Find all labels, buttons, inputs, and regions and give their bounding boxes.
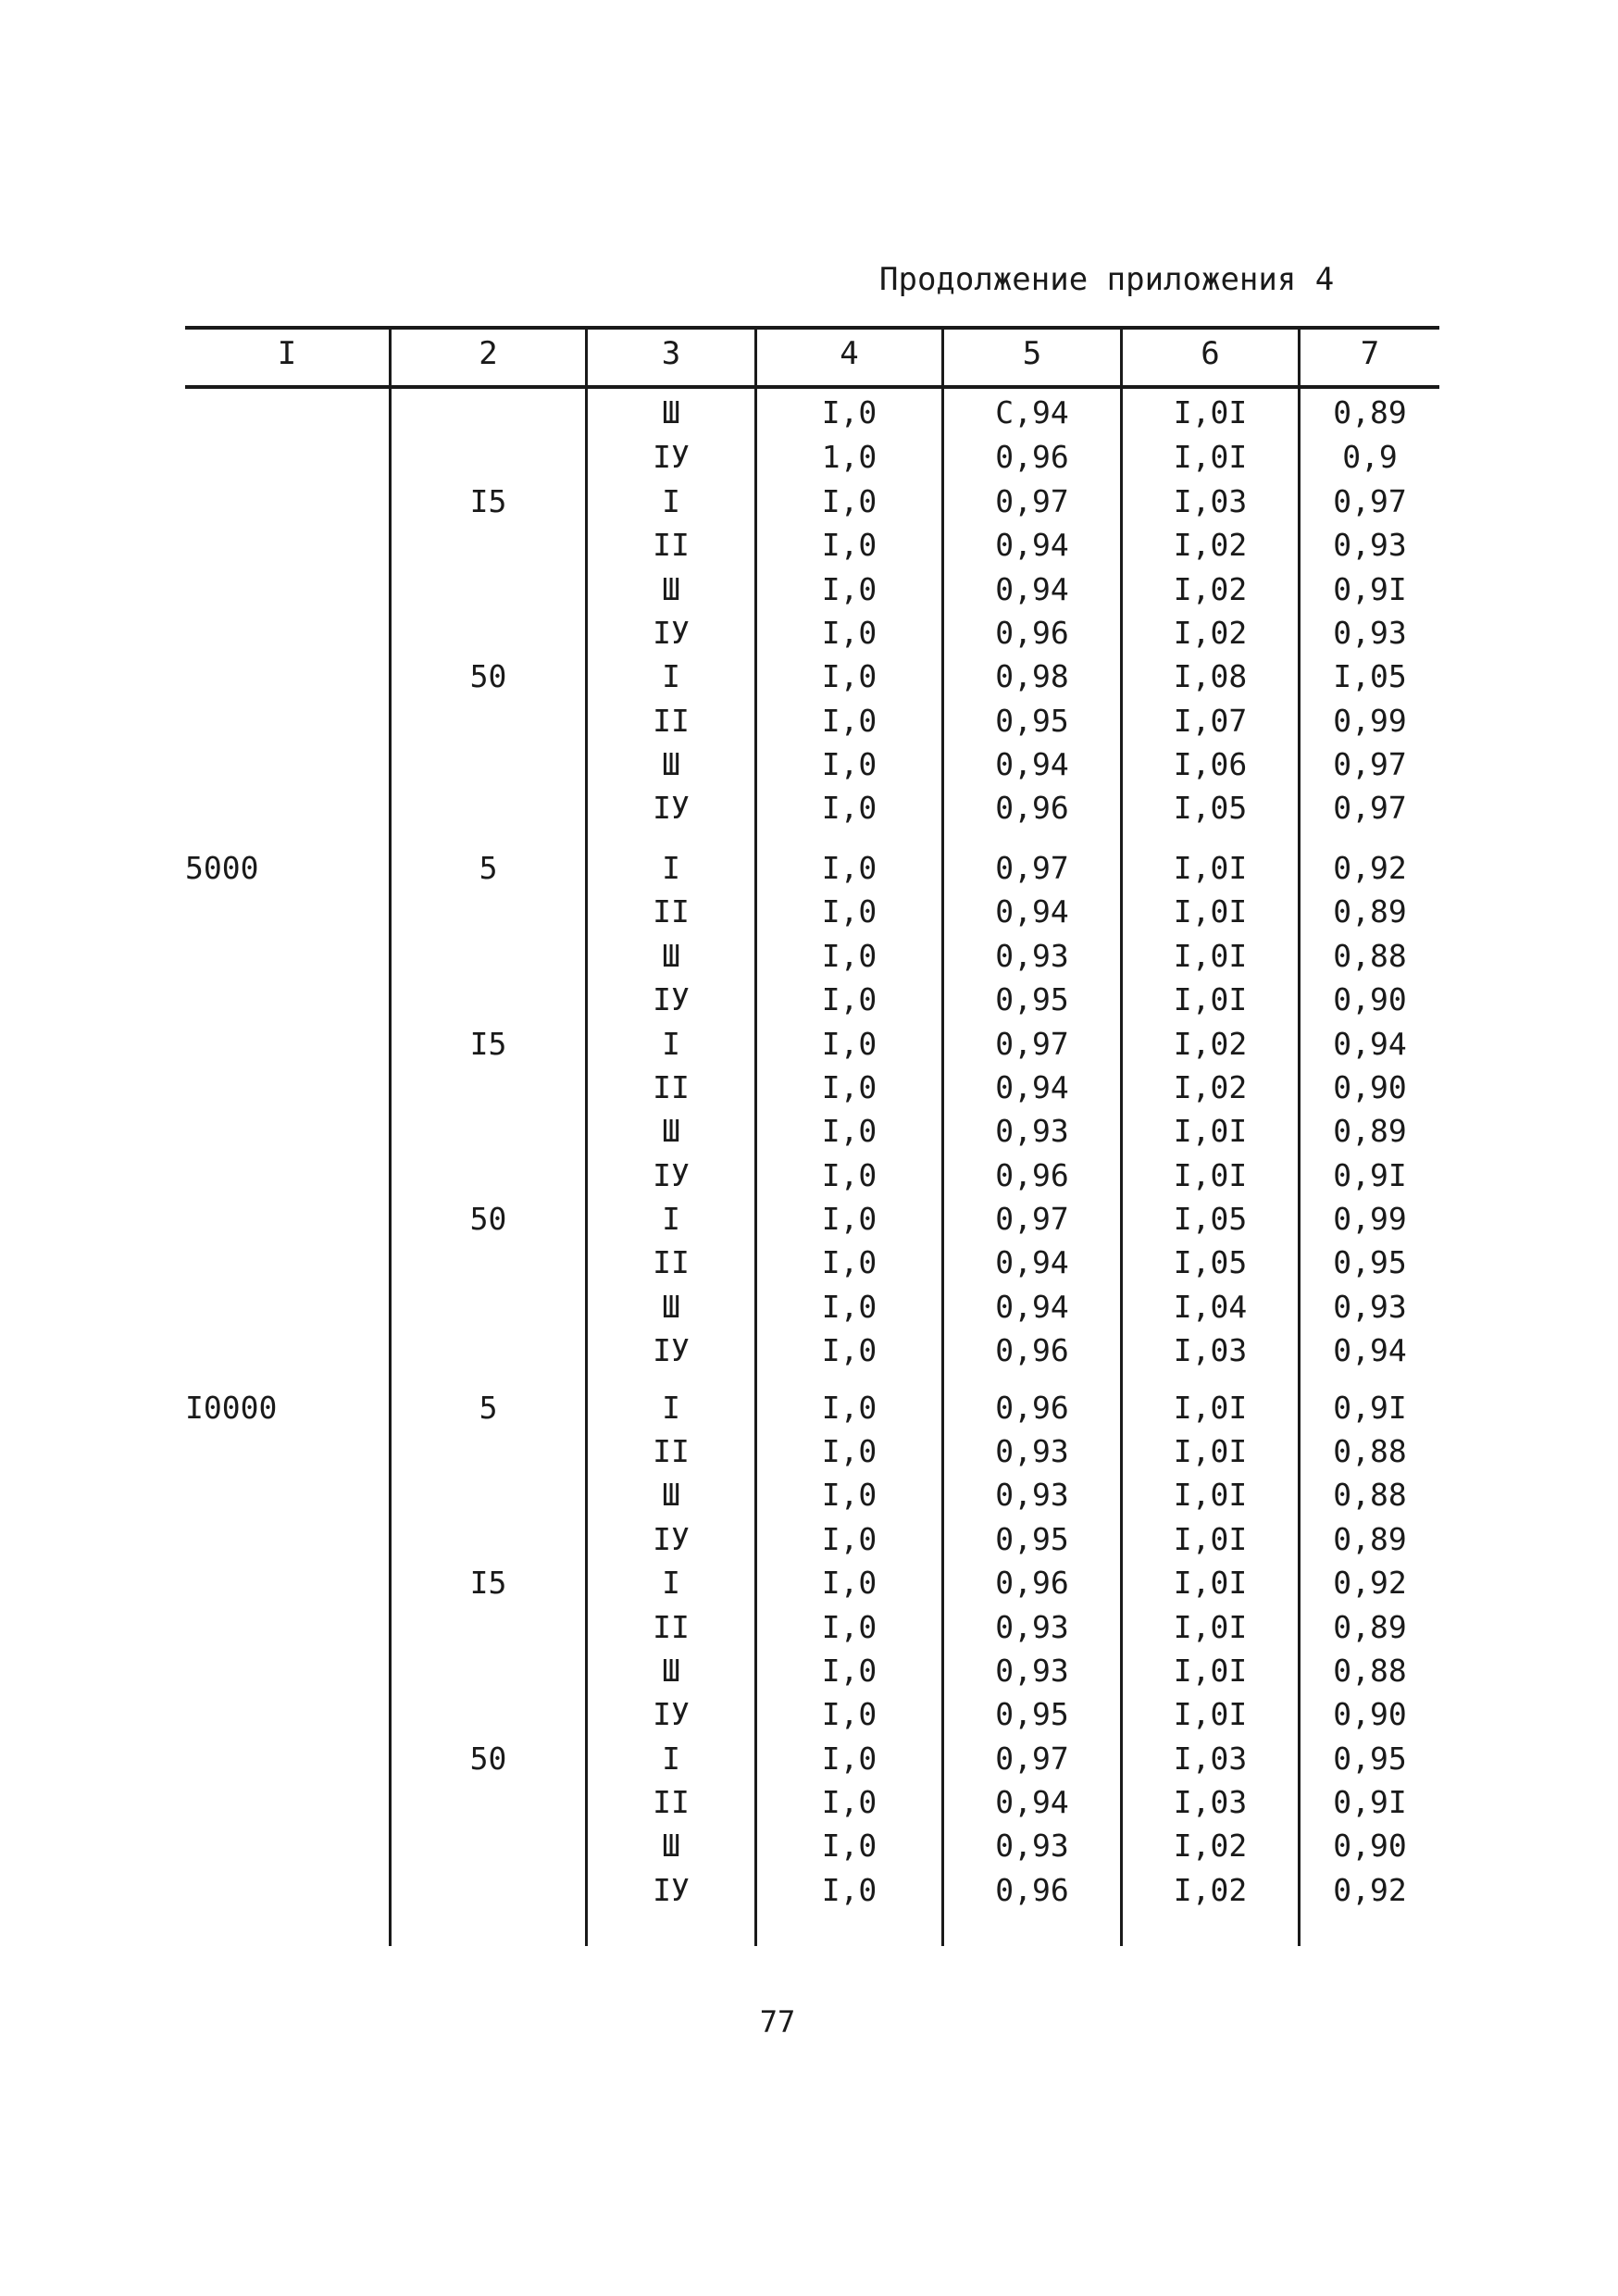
table-cell-r23-c5: 0,96 <box>995 1390 1069 1426</box>
table-cell-r30-c5: 0,95 <box>995 1696 1069 1732</box>
table-cell-r31-c4: I,0 <box>821 1741 877 1777</box>
table-cell-r13-c5: 0,93 <box>995 938 1069 974</box>
table-cell-r15-c6: I,02 <box>1173 1026 1248 1062</box>
column-header-6: 6 <box>1201 335 1220 372</box>
table-cell-r9-c7: 0,97 <box>1333 746 1407 782</box>
table-cell-r12-c5: 0,94 <box>995 893 1069 930</box>
table-cell-r1-c5: С,94 <box>995 394 1069 430</box>
table-cell-r3-c2: I5 <box>469 483 507 519</box>
table-cell-r4-c4: I,0 <box>821 527 877 563</box>
table-cell-r6-c3: IУ <box>653 615 690 651</box>
table-cell-r10-c4: I,0 <box>821 790 877 826</box>
table-cell-r14-c4: I,0 <box>821 981 877 1017</box>
table-cell-r5-c7: 0,9I <box>1333 571 1407 607</box>
table-cell-r4-c3: II <box>653 527 690 563</box>
table-cell-r2-c6: I,0I <box>1173 439 1248 475</box>
table-cell-r3-c4: I,0 <box>821 483 877 519</box>
table-cell-r8-c5: 0,95 <box>995 703 1069 739</box>
table-cell-r2-c4: 1,0 <box>821 439 877 475</box>
column-header-5: 5 <box>1022 335 1042 372</box>
page-number: 77 <box>759 2004 796 2040</box>
table-cell-r11-c7: 0,92 <box>1333 850 1407 886</box>
table-cell-r8-c6: I,07 <box>1173 703 1248 739</box>
table-cell-r18-c7: 0,9I <box>1333 1157 1407 1193</box>
table-cell-r6-c6: I,02 <box>1173 615 1248 651</box>
table-cell-r24-c5: 0,93 <box>995 1433 1069 1469</box>
table-cell-r22-c3: IУ <box>653 1332 690 1368</box>
table-cell-r30-c4: I,0 <box>821 1696 877 1732</box>
table-cell-r22-c5: 0,96 <box>995 1332 1069 1368</box>
table-cell-r20-c5: 0,94 <box>995 1244 1069 1280</box>
table-cell-r22-c7: 0,94 <box>1333 1332 1407 1368</box>
table-cell-r21-c5: 0,94 <box>995 1289 1069 1325</box>
table-cell-r20-c7: 0,95 <box>1333 1244 1407 1280</box>
table-cell-r7-c6: I,08 <box>1173 658 1248 694</box>
table-cell-r23-c3: I <box>662 1390 680 1426</box>
table-cell-r20-c4: I,0 <box>821 1244 877 1280</box>
table-cell-r7-c3: I <box>662 658 680 694</box>
table-cell-r28-c7: 0,89 <box>1333 1609 1407 1645</box>
table-cell-r1-c4: I,0 <box>821 394 877 430</box>
table-cell-r16-c3: II <box>653 1069 690 1105</box>
table-cell-r21-c4: I,0 <box>821 1289 877 1325</box>
table-cell-r19-c7: 0,99 <box>1333 1201 1407 1237</box>
table-cell-r11-c3: I <box>662 850 680 886</box>
table-cell-r17-c3: Ш <box>662 1113 680 1149</box>
table-cell-r12-c4: I,0 <box>821 893 877 930</box>
table-cell-r19-c3: I <box>662 1201 680 1237</box>
table-cell-r31-c5: 0,97 <box>995 1741 1069 1777</box>
table-cell-r3-c6: I,03 <box>1173 483 1248 519</box>
table-cell-r26-c3: IУ <box>653 1521 690 1557</box>
table-cell-r2-c7: 0,9 <box>1342 439 1398 475</box>
table-cell-r7-c2: 50 <box>469 658 507 694</box>
table-cell-r33-c4: I,0 <box>821 1828 877 1864</box>
table-cell-r15-c2: I5 <box>469 1026 507 1062</box>
table-cell-r12-c7: 0,89 <box>1333 893 1407 930</box>
table-cell-r9-c6: I,06 <box>1173 746 1248 782</box>
table-cell-r11-c1: 5000 <box>185 850 259 886</box>
table-cell-r17-c7: 0,89 <box>1333 1113 1407 1149</box>
table-cell-r12-c3: II <box>653 893 690 930</box>
table-cell-r32-c4: I,0 <box>821 1784 877 1820</box>
table-cell-r33-c6: I,02 <box>1173 1828 1248 1864</box>
column-header-2: 2 <box>479 335 498 372</box>
table-cell-r14-c6: I,0I <box>1173 981 1248 1017</box>
table-cell-r18-c6: I,0I <box>1173 1157 1248 1193</box>
table-cell-r30-c6: I,0I <box>1173 1696 1248 1732</box>
table-cell-r32-c3: II <box>653 1784 690 1820</box>
table-cell-r10-c3: IУ <box>653 790 690 826</box>
table-cell-r23-c2: 5 <box>479 1390 498 1426</box>
table-cell-r13-c3: Ш <box>662 938 680 974</box>
table-cell-r3-c5: 0,97 <box>995 483 1069 519</box>
table-cell-r4-c6: I,02 <box>1173 527 1248 563</box>
table-cell-r15-c4: I,0 <box>821 1026 877 1062</box>
table-cell-r26-c5: 0,95 <box>995 1521 1069 1557</box>
table-cell-r15-c5: 0,97 <box>995 1026 1069 1062</box>
table-cell-r20-c6: I,05 <box>1173 1244 1248 1280</box>
table-cell-r4-c7: 0,93 <box>1333 527 1407 563</box>
table-cell-r23-c7: 0,9I <box>1333 1390 1407 1426</box>
table-cell-r33-c3: Ш <box>662 1828 680 1864</box>
table-cell-r28-c3: II <box>653 1609 690 1645</box>
table-cell-r27-c7: 0,92 <box>1333 1565 1407 1601</box>
table-cell-r24-c4: I,0 <box>821 1433 877 1469</box>
table-cell-r5-c3: Ш <box>662 571 680 607</box>
table-cell-r32-c7: 0,9I <box>1333 1784 1407 1820</box>
table-cell-r21-c7: 0,93 <box>1333 1289 1407 1325</box>
table-cell-r9-c4: I,0 <box>821 746 877 782</box>
table-cell-r8-c3: II <box>653 703 690 739</box>
table-cell-r19-c4: I,0 <box>821 1201 877 1237</box>
table-cell-r25-c4: I,0 <box>821 1477 877 1513</box>
table-cell-r16-c4: I,0 <box>821 1069 877 1105</box>
table-cell-r11-c2: 5 <box>479 850 498 886</box>
table-cell-r14-c3: IУ <box>653 981 690 1017</box>
table-cell-r8-c7: 0,99 <box>1333 703 1407 739</box>
column-header-7: 7 <box>1360 335 1380 372</box>
table-cell-r4-c5: 0,94 <box>995 527 1069 563</box>
table-cell-r13-c6: I,0I <box>1173 938 1248 974</box>
table-cell-r5-c6: I,02 <box>1173 571 1248 607</box>
table-cell-r11-c6: I,0I <box>1173 850 1248 886</box>
table-cell-r34-c4: I,0 <box>821 1872 877 1908</box>
table-cell-r12-c6: I,0I <box>1173 893 1248 930</box>
table-cell-r19-c5: 0,97 <box>995 1201 1069 1237</box>
table-cell-r10-c5: 0,96 <box>995 790 1069 826</box>
table-cell-r34-c5: 0,96 <box>995 1872 1069 1908</box>
table-cell-r27-c5: 0,96 <box>995 1565 1069 1601</box>
table-cell-r6-c4: I,0 <box>821 615 877 651</box>
table-cell-r15-c3: I <box>662 1026 680 1062</box>
table-cell-r34-c7: 0,92 <box>1333 1872 1407 1908</box>
table-cell-r32-c5: 0,94 <box>995 1784 1069 1820</box>
table-cell-r14-c5: 0,95 <box>995 981 1069 1017</box>
table-cell-r29-c7: 0,88 <box>1333 1653 1407 1689</box>
table-cell-r28-c6: I,0I <box>1173 1609 1248 1645</box>
table-cell-r25-c3: Ш <box>662 1477 680 1513</box>
table-cell-r24-c3: II <box>653 1433 690 1469</box>
table-cell-r14-c7: 0,90 <box>1333 981 1407 1017</box>
table-cell-r26-c7: 0,89 <box>1333 1521 1407 1557</box>
column-header-1: I <box>277 335 297 372</box>
table-cell-r27-c2: I5 <box>469 1565 507 1601</box>
caption: Продолжение приложения 4 <box>879 261 1335 298</box>
table-cell-r25-c5: 0,93 <box>995 1477 1069 1513</box>
table-cell-r27-c3: I <box>662 1565 680 1601</box>
table-cell-r11-c4: I,0 <box>821 850 877 886</box>
table-cell-r18-c5: 0,96 <box>995 1157 1069 1193</box>
table-cell-r20-c3: II <box>653 1244 690 1280</box>
table-cell-r31-c3: I <box>662 1741 680 1777</box>
table-cell-r19-c2: 50 <box>469 1201 507 1237</box>
table-cell-r24-c7: 0,88 <box>1333 1433 1407 1469</box>
table-cell-r22-c4: I,0 <box>821 1332 877 1368</box>
table-cell-r31-c7: 0,95 <box>1333 1741 1407 1777</box>
table-cell-r13-c4: I,0 <box>821 938 877 974</box>
table-cell-r1-c3: Ш <box>662 394 680 430</box>
table-cell-r5-c4: I,0 <box>821 571 877 607</box>
table-cell-r5-c5: 0,94 <box>995 571 1069 607</box>
table-cell-r28-c5: 0,93 <box>995 1609 1069 1645</box>
table-cell-r9-c3: Ш <box>662 746 680 782</box>
table-cell-r1-c7: 0,89 <box>1333 394 1407 430</box>
table-cell-r19-c6: I,05 <box>1173 1201 1248 1237</box>
table-cell-r33-c7: 0,90 <box>1333 1828 1407 1864</box>
table-cell-r23-c1: I0000 <box>185 1390 278 1426</box>
table-cell-r11-c5: 0,97 <box>995 850 1069 886</box>
table-cell-r3-c3: I <box>662 483 680 519</box>
table-cell-r30-c3: IУ <box>653 1696 690 1732</box>
table-cell-r17-c4: I,0 <box>821 1113 877 1149</box>
table-cell-r29-c4: I,0 <box>821 1653 877 1689</box>
table-cell-r9-c5: 0,94 <box>995 746 1069 782</box>
table-cell-r31-c2: 50 <box>469 1741 507 1777</box>
table-cell-r34-c3: IУ <box>653 1872 690 1908</box>
table-cell-r27-c6: I,0I <box>1173 1565 1248 1601</box>
table-cell-r6-c5: 0,96 <box>995 615 1069 651</box>
table-cell-r29-c3: Ш <box>662 1653 680 1689</box>
table-cell-r26-c4: I,0 <box>821 1521 877 1557</box>
table-cell-r29-c5: 0,93 <box>995 1653 1069 1689</box>
table-cell-r15-c7: 0,94 <box>1333 1026 1407 1062</box>
table-cell-r18-c4: I,0 <box>821 1157 877 1193</box>
column-header-3: 3 <box>661 335 681 372</box>
table-cell-r28-c4: I,0 <box>821 1609 877 1645</box>
table-cell-r23-c4: I,0 <box>821 1390 877 1426</box>
table-cell-r3-c7: 0,97 <box>1333 483 1407 519</box>
table-cell-r33-c5: 0,93 <box>995 1828 1069 1864</box>
table-cell-r18-c3: IУ <box>653 1157 690 1193</box>
table-cell-r8-c4: I,0 <box>821 703 877 739</box>
table-cell-r7-c5: 0,98 <box>995 658 1069 694</box>
table-cell-r17-c5: 0,93 <box>995 1113 1069 1149</box>
table-cell-r10-c7: 0,97 <box>1333 790 1407 826</box>
table-cell-r16-c7: 0,90 <box>1333 1069 1407 1105</box>
table-cell-r2-c5: 0,96 <box>995 439 1069 475</box>
table-cell-r27-c4: I,0 <box>821 1565 877 1601</box>
table-cell-r32-c6: I,03 <box>1173 1784 1248 1820</box>
table-cell-r16-c5: 0,94 <box>995 1069 1069 1105</box>
table-cell-r31-c6: I,03 <box>1173 1741 1248 1777</box>
column-header-4: 4 <box>840 335 859 372</box>
table-cell-r1-c6: I,0I <box>1173 394 1248 430</box>
table-cell-r16-c6: I,02 <box>1173 1069 1248 1105</box>
table-cell-r21-c3: Ш <box>662 1289 680 1325</box>
table-cell-r22-c6: I,03 <box>1173 1332 1248 1368</box>
table-cell-r29-c6: I,0I <box>1173 1653 1248 1689</box>
table-cell-r13-c7: 0,88 <box>1333 938 1407 974</box>
table-cell-r21-c6: I,04 <box>1173 1289 1248 1325</box>
table-cell-r30-c7: 0,90 <box>1333 1696 1407 1732</box>
table-cell-r25-c6: I,0I <box>1173 1477 1248 1513</box>
table-cell-r23-c6: I,0I <box>1173 1390 1248 1426</box>
table-cell-r6-c7: 0,93 <box>1333 615 1407 651</box>
table-cell-r7-c7: I,05 <box>1333 658 1407 694</box>
table-cell-r10-c6: I,05 <box>1173 790 1248 826</box>
table-cell-r34-c6: I,02 <box>1173 1872 1248 1908</box>
table-cell-r24-c6: I,0I <box>1173 1433 1248 1469</box>
table-cell-r7-c4: I,0 <box>821 658 877 694</box>
table-cell-r25-c7: 0,88 <box>1333 1477 1407 1513</box>
table-cell-r2-c3: IУ <box>653 439 690 475</box>
table-cell-r17-c6: I,0I <box>1173 1113 1248 1149</box>
table-cell-r26-c6: I,0I <box>1173 1521 1248 1557</box>
